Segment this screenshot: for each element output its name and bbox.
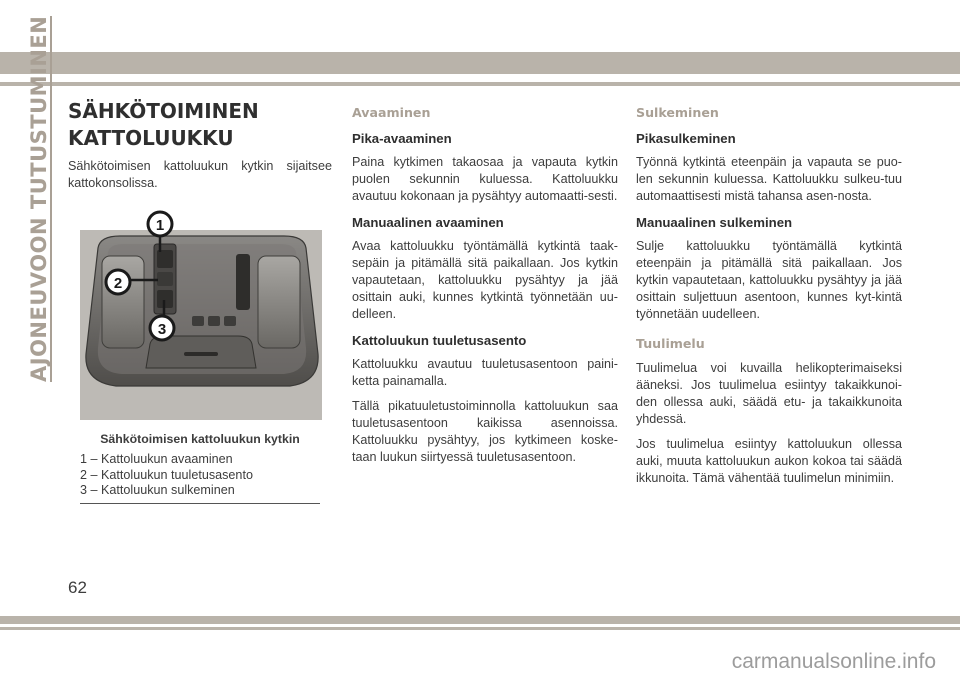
vent-text-2: Tällä pikatuuletustoiminnolla kattoluukun saa tuuletusasentoon kaikissa asennoissa. Kattoluukku pysähtyy, jos kytkimeen koske-taan luukun siirtyessä tuuletusasentoon.	[352, 399, 618, 464]
legend-item-2: 2 – Kattoluukun tuuletusasento	[80, 467, 253, 482]
vent-text-1: Kattoluukku avautuu tuuletusasentoon paini-ketta painamalla.	[352, 357, 618, 388]
page-title-line2: KATTOLUUKKU	[68, 126, 234, 150]
subheading-quick-close: Pikasulkeminen	[636, 131, 736, 146]
quick-open-text: Paina kytkimen takaosaa ja vapauta kytkin puolen sekunnin kuluessa. Kattoluukku avautuu kokonaan ja pysähtyy automaatti-sesti.	[352, 155, 618, 203]
subheading-manual-close: Manuaalinen sulkeminen	[636, 215, 793, 230]
page-title	[68, 98, 328, 152]
section-heading-closing: Sulkeminen	[636, 105, 719, 120]
intro-text: Sähkötoimisen kattoluukun kytkin sijaitsee kattokonsolissa.	[68, 159, 332, 190]
page-number: 62	[68, 578, 87, 597]
footer-band	[0, 616, 960, 624]
figure-caption-title: Sähkötoimisen kattoluukun kytkin	[100, 432, 300, 446]
column-closing	[636, 104, 902, 487]
callout-2-label: 2	[113, 275, 123, 292]
section-heading-wind-noise: Tuulimelu	[636, 336, 705, 351]
subheading-quick-open: Pika-avaaminen	[352, 131, 452, 146]
figure-legend	[80, 452, 320, 499]
chapter-side-tab: AJONEUVOON TUTUSTUMINEN	[27, 15, 51, 382]
figure-rule	[80, 503, 320, 504]
subheading-manual-open: Manuaalinen avaaminen	[352, 215, 504, 230]
subheading-vent-position: Kattoluukun tuuletusasento	[352, 333, 527, 348]
manual-open-text: Avaa kattoluukku työntämällä kytkintä taak-sepäin ja pitämällä sitä paikallaan. Jos kytkin vapautetaan, kattoluukku pysähtyy ja jää osittain auki, kunnes kytkintä työnnetään uu-delleen.	[352, 239, 618, 321]
wind-noise-text-1: Tuulimelua voi kuvailla helikopterimaiseksi ääneksi. Jos tuulimelua esiintyy takaikkunoi-den ollessa auki, säädä etu- ja takaikkunoita yhdessä.	[636, 361, 902, 426]
sunroof-switch-figure	[80, 204, 322, 420]
section-heading-opening: Avaaminen	[352, 105, 431, 120]
manual-close-text: Sulje kattoluukku työntämällä kytkintä eteenpäin ja pitämällä sitä paikallaan. Jos kytkin vapautetaan, kattoluukku pysähtyy ja jää osittain suljettuun asentoon, kunnes kyt-kintä työnnetään uudelleen.	[636, 239, 902, 321]
callout-1-label: 1	[155, 217, 165, 234]
callout-3-label: 3	[157, 321, 167, 338]
header-rule	[0, 82, 960, 86]
header-band	[0, 52, 960, 74]
wind-noise-text-2: Jos tuulimelua esiintyy kattoluukun ollessa auki, muuta kattoluukun aukon kokoa tai säädä ikkunoita. Tämä vähentää tuulimelun minimiin.	[636, 437, 902, 485]
legend-item-3: 3 – Kattoluukun sulkeminen	[80, 483, 235, 497]
legend-item-1: 1 – Kattoluukun avaaminen	[80, 452, 233, 466]
watermark-text: carmanualsonline.info	[731, 650, 936, 673]
quick-close-text: Työnnä kytkintä eteenpäin ja vapauta se puo-len sekunnin kuluessa. Kattoluukku sulkeu-tuu automaattisesti mistä tahansa asen-nosta.	[636, 155, 902, 203]
footer-rule	[0, 627, 960, 630]
column-opening	[352, 104, 618, 466]
overhead-console-illustration	[80, 204, 322, 420]
page-title-line1: SÄHKÖTOIMINEN	[68, 99, 259, 123]
